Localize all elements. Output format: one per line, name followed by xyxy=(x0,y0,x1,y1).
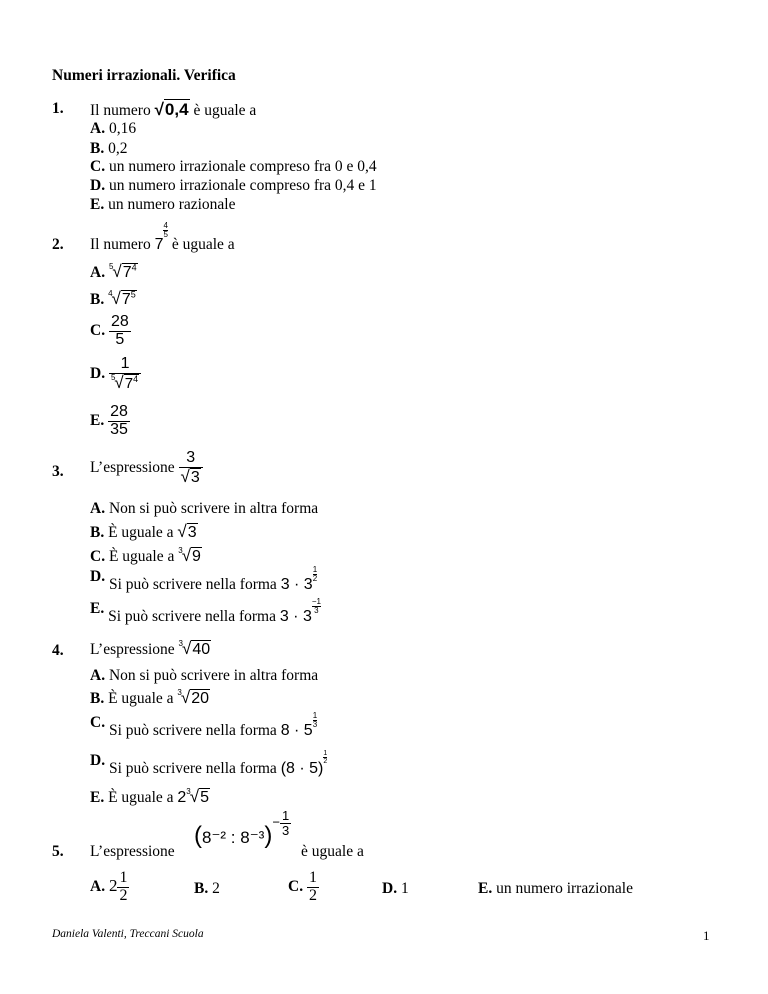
question-2-option-b: B. $^4√7^5$ xyxy=(90,289,136,308)
question-1-number: 1. xyxy=(52,100,64,117)
question-2-option-c: C. $\frac{28}{5}$ xyxy=(90,313,129,348)
question-3-option-d: D. Si può scrivere nella forma 3 · 3 $\frac{1}{2}$ xyxy=(90,565,318,593)
question-5-stem-after: è uguale a xyxy=(301,843,364,860)
question-3-number: 3. xyxy=(52,463,64,480)
question-4-option-e: E. È uguale a $2^3√5$ xyxy=(90,787,209,806)
question-4-option-a: A. Non si può scrivere in altra forma xyxy=(90,667,319,684)
sqrt-expression: √0,4 xyxy=(154,100,189,119)
page-title: Numeri irrazionali. Verifica xyxy=(52,67,236,84)
question-2-option-e: E. $\frac{28}{35}$ xyxy=(90,403,128,438)
question-5-option-a: A. 2 $\frac{1}{2}$ xyxy=(90,869,128,904)
question-1-stem: Il numero √0,4 è uguale a xyxy=(90,100,257,119)
question-5-option-b: B. 2 xyxy=(194,880,220,897)
question-5-option-d: D. 1 xyxy=(382,880,409,897)
question-4-stem: L’espressione $^3$√40 xyxy=(90,639,211,658)
question-3-stem: L’espressione $\frac{3}{√3}$ xyxy=(90,450,203,487)
question-1-option-a: A. 0,16 xyxy=(90,120,137,137)
question-4-number: 4. xyxy=(52,642,64,659)
question-4-option-b: B. È uguale a $^3$√20 xyxy=(90,688,209,707)
question-4-option-c: C. Si può scrivere nella forma 8 · 5 $\frac{1}{3}$ xyxy=(90,711,318,739)
question-1-option-b: B. 0,2 xyxy=(90,140,128,157)
question-5-option-c: C. $\frac{1}{2}$ xyxy=(288,869,317,904)
question-3-option-a: A. Non si può scrivere in altra forma xyxy=(90,500,319,517)
footer-credit: Daniela Valenti, Treccani Scuola xyxy=(52,928,204,940)
question-4-option-d: D. Si può scrivere nella forma (8 · 5) $\frac{1}{2}$ xyxy=(90,750,328,777)
question-2-stem: Il numero 7 $\frac{4}{5}$ è uguale a xyxy=(90,221,235,253)
question-2-option-d: D. $\frac{1}{^5√7^4}$ xyxy=(90,356,141,393)
question-5-stem-label: L’espressione xyxy=(90,843,175,860)
question-1-option-c: C. un numero irrazionale compreso fra 0 e 0,4 xyxy=(90,158,377,175)
question-1-option-d: D. un numero irrazionale compreso fra 0,4 e 1 xyxy=(90,177,377,194)
question-2-number: 2. xyxy=(52,236,64,253)
question-5-expression: (8⁻² : 8⁻³)− $\frac{1}{3}$ xyxy=(194,808,290,849)
question-2-option-a: A. $^5√7^4$ xyxy=(90,262,137,281)
question-3-option-b: B. È uguale a √3 xyxy=(90,522,197,541)
page-number: 1 xyxy=(703,928,710,943)
question-5-option-e: E. un numero irrazionale xyxy=(478,880,633,897)
question-3-option-c: C. È uguale a $^3$√9 xyxy=(90,546,201,565)
question-5-number: 5. xyxy=(52,843,64,860)
question-1-option-e: E. un numero razionale xyxy=(90,196,236,213)
question-3-option-e: E. Si può scrivere nella forma 3 · 3 $\frac{-1}{3}$ xyxy=(90,597,321,625)
